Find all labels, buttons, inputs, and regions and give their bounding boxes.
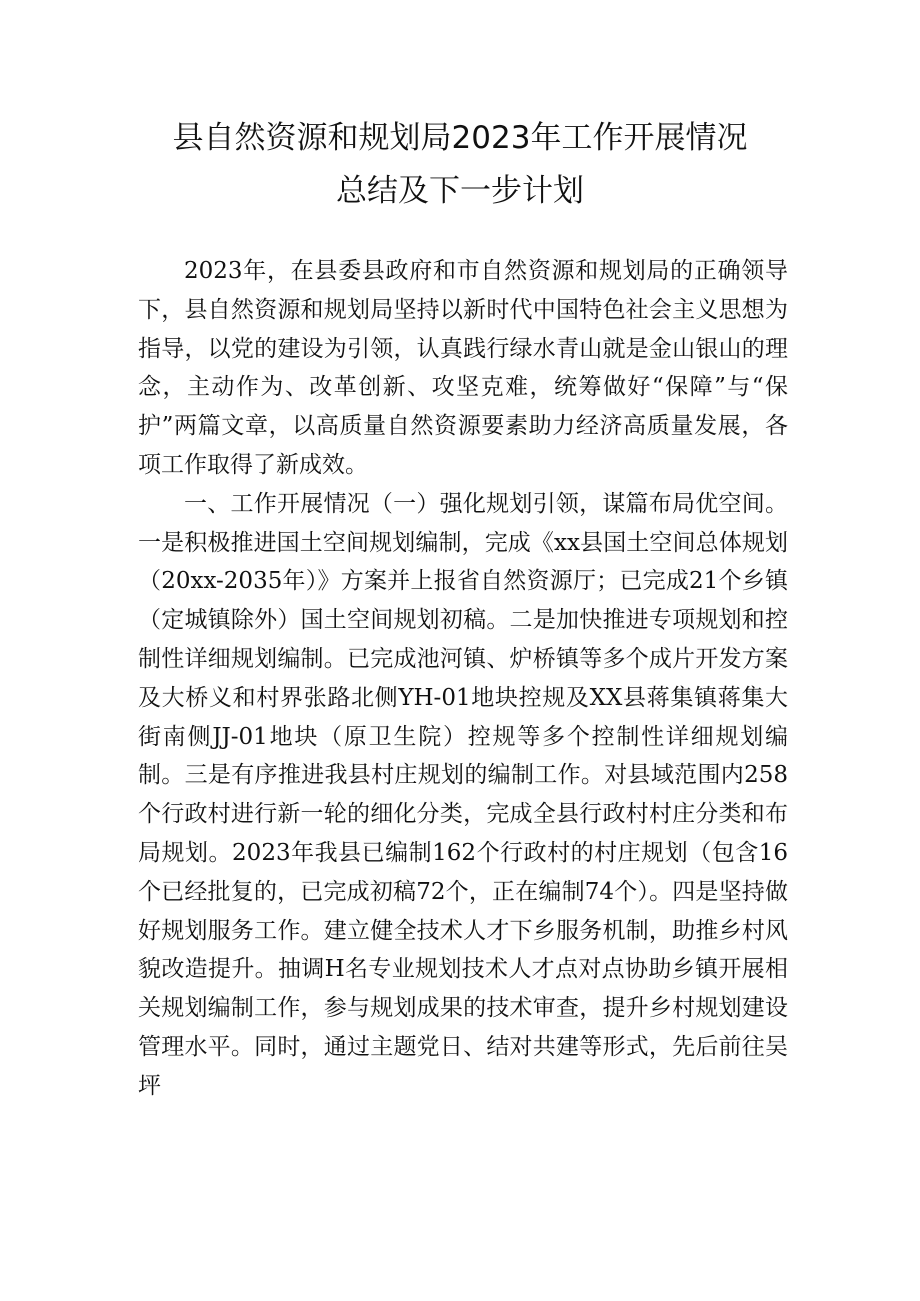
document-title-line-2: 总结及下一步计划 [336, 173, 584, 209]
paragraph-work-status: 一、工作开展情况（一）强化规划引领，谋篇布局优空间。一是积极推进国土空间规划编制，完成《xx县国土空间总体规划（20xx-2035年）》方案并上报省自然资源厅；已完成21个乡镇（定城镇除外）国土空间规划初稿。二是加快推进专项规划和控制性详细规划编制。已完成池河镇、炉桥镇等多个成片开发方案及大桥义和村界张路北侧YH-01地块控规及XX县蒋集镇蒋集大街南侧JJ-01地块（原卫生院）控规等多个控制性详细规划编制。三是有序推进我县村庄规划的编制工作。对县域范围内258个行政村进行新一轮的细化分类，完成全县行政村村庄分类和布局规划。2023年我县已编制162个行政村的村庄规划（包含16个已经批复的，已完成初稿72个，正在编制74个）。四是坚持做好规划服务工作。建立健全技术人才下乡服务机制，助推乡村风貌改造提升。抽调H名专业规划技术人才点对点协助乡镇开展相关规划编制工作，参与规划成果的技术审查，提升乡村规划建设管理水平。同时，通过主题党日、结对共建等形式，先后前往吴坪 [138, 490, 788, 1099]
document-title-line-1: 县自然资源和规划局2023年工作开展情况 [172, 120, 748, 156]
paragraph-intro: 2023年，在县委县政府和市自然资源和规划局的正确领导下，县自然资源和规划局坚持以新时代中国特色社会主义思想为指导，以党的建设为引领，认真践行绿水青山就是金山银山的理念，主动作为、改革创新、攻坚克难，统筹做好“保障”与“保护”两篇文章，以高质量自然资源要素助力经济高质量发展，各项工作取得了新成效。 [138, 258, 788, 478]
document-body [138, 252, 788, 1106]
